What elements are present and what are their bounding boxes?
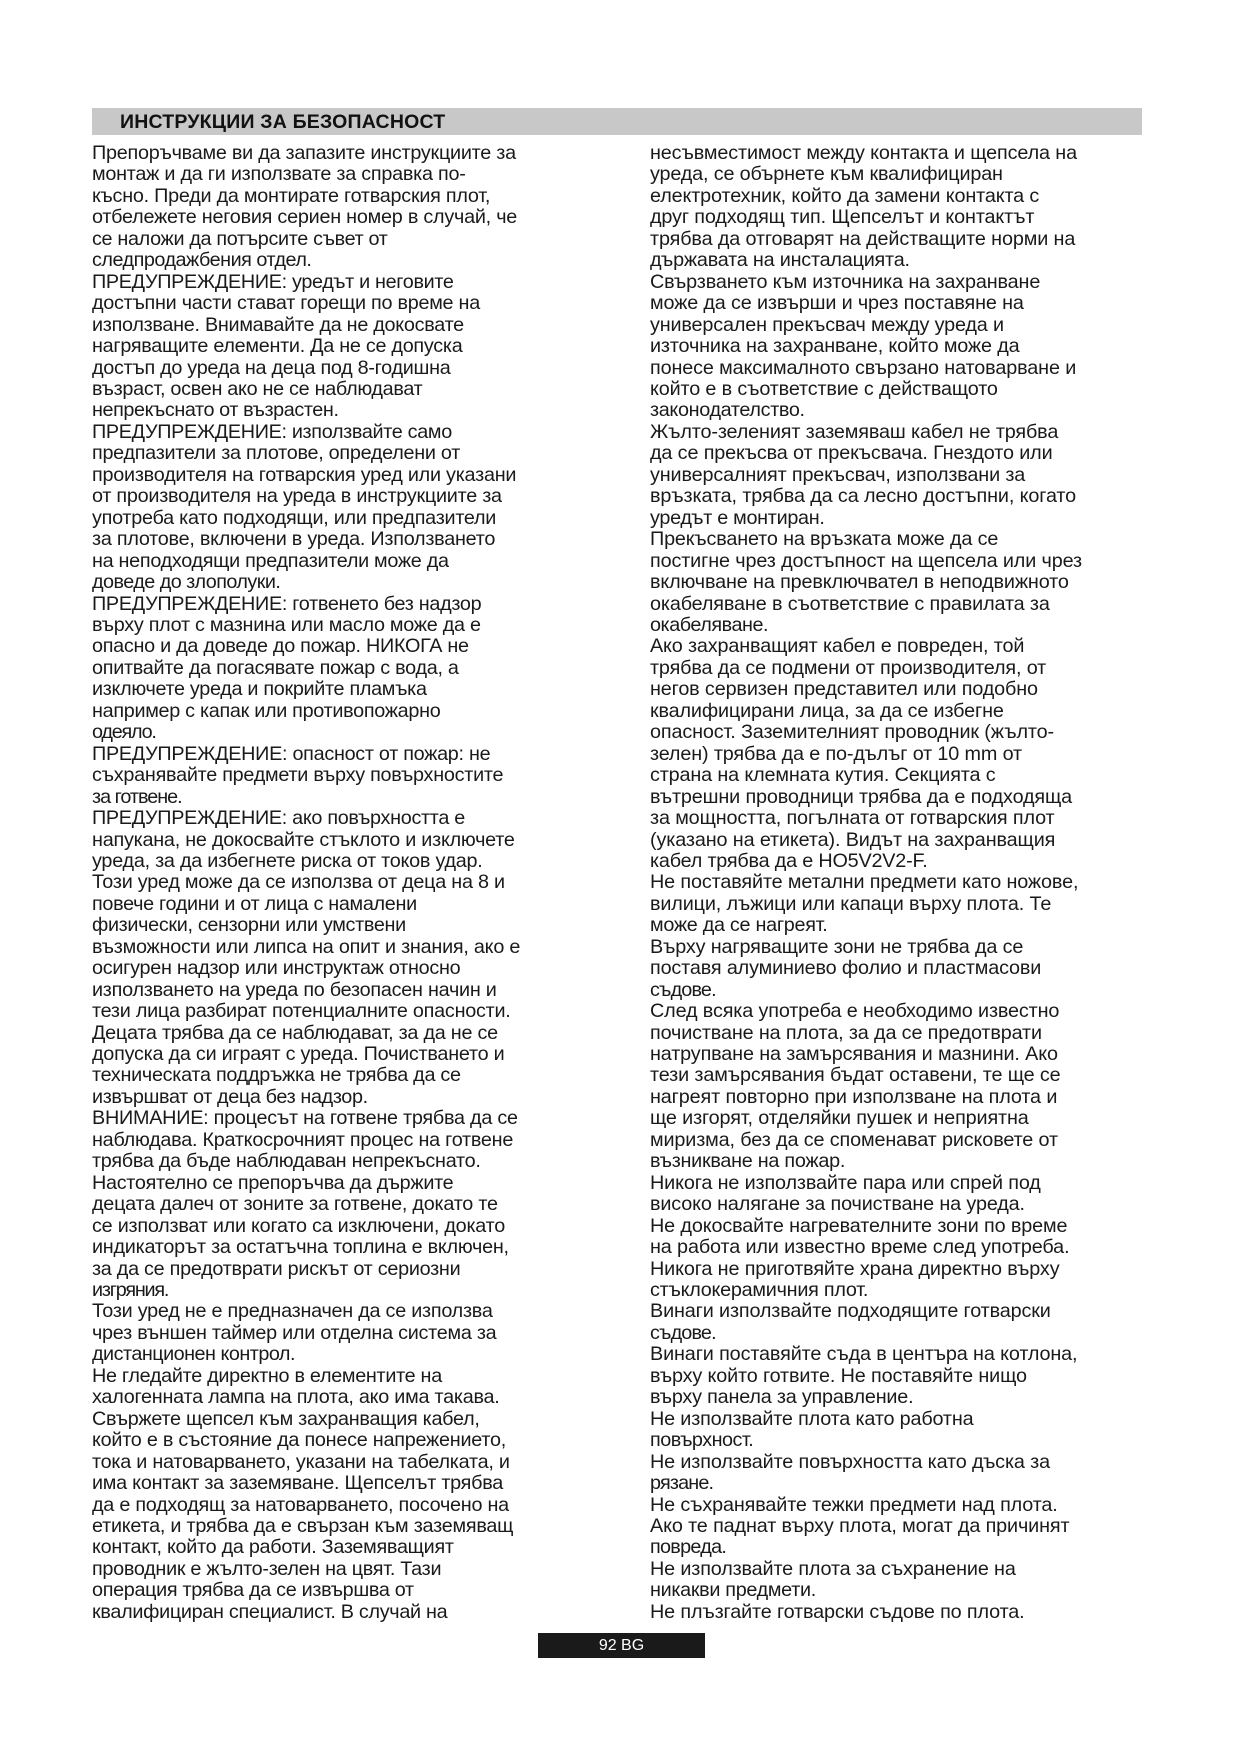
text-line: достъп до уреда на деца под 8-годишна [92, 356, 451, 379]
text-line: квалифицирани лица, за да се избегне [650, 699, 1004, 722]
text-line: извършват от деца без надзор. [92, 1085, 368, 1108]
text-line: за плотове, включени в уреда. Използването [92, 528, 496, 551]
text-line: индикаторът за остатъчна топлина е включен, [92, 1236, 509, 1259]
text-line: източника на захранване, който може да [650, 335, 1020, 358]
text-line: понесе максималното свързано натоварване и [650, 356, 1077, 379]
text-line: Децата трябва да се наблюдават, за да не се [92, 1021, 498, 1044]
text-line: трябва да отговарят на действащите норми на [650, 227, 1076, 250]
text-line: Този уред може да се използва от деца на 8 и [92, 871, 505, 894]
text-line: възникване на пожар. [650, 1150, 846, 1173]
text-line: проводник е жълто-зелен на цвят. Тази [92, 1557, 442, 1580]
text-line: кабел трябва да е HO5V2V2-F. [650, 849, 928, 872]
text-line: непрекъснато от възрастен. [92, 399, 339, 422]
text-line: за мощността, погълната от готварския плот [650, 807, 1055, 830]
text-line: връзката, трябва да са лесно достъпни, когато [650, 485, 1077, 508]
page-number: 92 BG [538, 1633, 705, 1658]
text-line: децата далеч от зоните за готвене, докато те [92, 1193, 498, 1216]
text-line: за готвене. [92, 785, 182, 808]
text-line: Свързването към източника на захранване [650, 270, 1041, 293]
text-line: напукана, не докосвайте стъклото и изключете [92, 828, 515, 851]
text-line: включване на превключвател в неподвижното [650, 571, 1069, 594]
text-line: Върху нагряващите зони не трябва да се [650, 935, 1024, 958]
text-line: Не използвайте плота като работна [650, 1407, 974, 1430]
text-line: Никога не приготвяйте храна директно върху [650, 1257, 1060, 1280]
text-line: Настоятелно се препоръчва да държите [92, 1171, 454, 1194]
text-line: (указано на етикета). Видът на захранващия [650, 828, 1056, 851]
text-line: физически, сензорни или умствени [92, 914, 406, 937]
text-line: на работа или известно време след употреба. [650, 1236, 1070, 1259]
section-title: ИНСТРУКЦИИ ЗА БЕЗОПАСНОСТ [120, 111, 446, 133]
text-line: трябва да бъде наблюдаван непрекъснато. [92, 1150, 481, 1173]
section-header-bar [92, 108, 1142, 135]
text-line: Не съхранявайте тежки предмети над плота. [650, 1493, 1058, 1516]
text-line: Този уред не е предназначен да се използва [92, 1300, 493, 1323]
text-line: Винаги използвайте подходящите готварски [650, 1300, 1051, 1323]
text-line: окабеляване. [650, 613, 769, 636]
text-line: се наложи да потърсите съвет от [92, 227, 388, 250]
text-line: Ако захранващият кабел е повреден, той [650, 635, 1025, 658]
text-line: вилици, лъжици или капаци върху плота. Те [650, 892, 1052, 915]
text-line: нагреят повторно при използване на плота и [650, 1085, 1058, 1108]
text-line: почистване на плота, за да се предотврати [650, 1021, 1042, 1044]
text-line: тези лица разбират потенциалните опасности. [92, 1000, 511, 1023]
text-line: ВНИМАНИЕ: процесът на готвене трябва да се [92, 1107, 518, 1130]
text-line: ПРЕДУПРЕЖДЕНИЕ: уредът и неговите [92, 270, 454, 293]
text-line: ще изгорят, отделяйки пушек и неприятна [650, 1107, 1029, 1130]
text-line: чрез външен таймер или отделна система за [92, 1321, 497, 1344]
text-line: опасно и да доведе до пожар. НИКОГА не [92, 635, 469, 658]
text-line: изгряния. [92, 1279, 169, 1302]
text-line: се използват или когато са изключени, докато [92, 1214, 506, 1237]
text-line: отбележете неговия сериен номер в случай, че [92, 206, 518, 229]
text-line: от производителя на уреда в инструкциите за [92, 485, 502, 508]
text-line: съхранявайте предмети върху повърхностите [92, 764, 504, 787]
text-line: несъвместимост между контакта и щепсела на [650, 142, 1077, 164]
text-line: негов сервизен представител или подобно [650, 678, 1038, 701]
text-line: достъпни части стават горещи по време на [92, 292, 480, 315]
text-line: универсален прекъсвач между уреда и [650, 313, 1004, 336]
text-line: наблюдава. Краткосрочният процес на готвене [92, 1128, 514, 1151]
text-line: възраст, освен ако не се наблюдават [92, 377, 423, 400]
text-line: върху плот с мазнина или масло може да е [92, 613, 481, 636]
text-line: предпазители за плотове, определени от [92, 442, 460, 465]
text-line: След всяка употреба е необходимо известно [650, 1000, 1060, 1023]
text-line: вътрешни проводници трябва да е подходяща [650, 785, 1073, 808]
text-line: страна на клемната кутия. Секцията с [650, 764, 996, 787]
text-column-right [650, 143, 1170, 1623]
text-line: стъклокерамичния плот. [650, 1279, 869, 1302]
text-line: електротехник, който да замени контакта с [650, 184, 1040, 207]
text-line: Ако те паднат върху плота, могат да причинят [650, 1515, 1070, 1537]
text-line: употреба като подходящи, или предпазители [92, 506, 497, 529]
text-line: законодателство. [650, 399, 805, 422]
text-line: нагряващите елементи. Да не се допуска [92, 335, 463, 358]
text-line: повреда. [650, 1536, 727, 1559]
text-line: натрупване на замърсявания и мазнини. Ако [650, 1043, 1058, 1066]
text-line: универсалният прекъсвач, използвани за [650, 463, 1026, 486]
text-line: Не използвайте плота за съхранение на [650, 1557, 1016, 1580]
text-line: следпродажбения отдел. [92, 249, 312, 272]
text-line: окабеляване в съответствие с правилата за [650, 592, 1050, 615]
text-line: тези замърсявания бъдат оставени, те ще се [650, 1064, 1061, 1087]
text-line: съдове. [650, 978, 716, 1001]
text-line: контакт, който да работи. Заземяващият [92, 1536, 454, 1559]
text-line: на неподходящи предпазители може да [92, 549, 449, 572]
text-line: допуска да си играят с уреда. Почистването и [92, 1043, 505, 1066]
text-line: може да се нагреят. [650, 914, 828, 937]
text-line: зелен) трябва да е по-дълъг от 10 mm от [650, 742, 1022, 765]
text-line: уредът е монтиран. [650, 506, 825, 529]
text-line: постигне чрез достъпност на щепсела или чрез [650, 549, 1082, 572]
text-line: използването на уреда по безопасен начин и [92, 978, 497, 1001]
text-line: рязане. [650, 1472, 714, 1495]
text-line: квалифициран специалист. В случай на [92, 1600, 448, 1623]
text-line: опасност. Заземителният проводник (жълто- [650, 721, 1054, 744]
text-line: ПРЕДУПРЕЖДЕНИЕ: готвенето без надзор [92, 592, 482, 615]
text-line: производителя на готварския уред или указани [92, 463, 517, 486]
text-line: късно. Преди да монтирате готварския плот, [92, 184, 491, 207]
text-line: който е в състояние да понесе напрежението, [92, 1429, 506, 1452]
text-line: доведе до злополуки. [92, 571, 281, 594]
text-line: който е в съответствие с действащото [650, 377, 998, 400]
text-line: дистанционен контрол. [92, 1343, 295, 1366]
text-line: Не плъзгайте готварски съдове по плота. [650, 1600, 1025, 1623]
text-line: Не поставяйте метални предмети като ножове, [650, 871, 1079, 894]
text-line: халогенната лампа на плота, ако има такава. [92, 1386, 500, 1409]
text-line: трябва да се подмени от производителя, от [650, 656, 1047, 679]
text-line: високо налягане за почистване на уреда. [650, 1193, 1025, 1216]
text-line: може да се извърши и чрез поставяне на [650, 292, 1024, 315]
text-line: операция трябва да се извършва от [92, 1579, 414, 1602]
text-line: Прекъсването на връзката може да се [650, 528, 999, 551]
text-line: етикета, и трябва да е свързан към заземяващ [92, 1515, 514, 1537]
text-line: одеяло. [92, 721, 156, 744]
text-line: поставя алуминиево фолио и пластмасови [650, 957, 1042, 980]
text-line: ПРЕДУПРЕЖДЕНИЕ: опасност от пожар: не [92, 742, 491, 765]
text-line: повече години и от лица с намалени [92, 892, 417, 915]
text-line: Свържете щепсел към захранващия кабел, [92, 1407, 480, 1430]
text-line: Препоръчваме ви да запазите инструкциите за [92, 142, 516, 164]
text-line: осигурен надзор или инструктаж относно [92, 957, 461, 980]
text-line: възможности или липса на опит и знания, ако е [92, 935, 521, 958]
text-column-left [92, 143, 622, 1623]
text-line: върху който готвите. Не поставяйте нищо [650, 1364, 1027, 1387]
text-line: Винаги поставяйте съда в центъра на котлона, [650, 1343, 1078, 1366]
text-line: върху панела за управление. [650, 1386, 914, 1409]
text-line: тока и натоварването, указани на табелката, и [92, 1450, 510, 1473]
text-line: миризма, без да се споменават рисковете от [650, 1128, 1058, 1151]
text-line: има контакт за заземяване. Щепселът трябва [92, 1472, 504, 1495]
text-line: за да се предотврати рискът от сериозни [92, 1257, 461, 1280]
text-line: Не докосвайте нагревателните зони по време [650, 1214, 1068, 1237]
text-line: никакви предмети. [650, 1579, 816, 1602]
text-line: съдове. [650, 1321, 716, 1344]
text-line: да е подходящ за натоварването, посочено на [92, 1493, 509, 1516]
text-line: например с капак или противопожарно [92, 699, 441, 722]
text-line: монтаж и да ги използвате за справка по- [92, 163, 466, 186]
text-line: повърхност. [650, 1429, 754, 1452]
text-line: Не гледайте директно в елементите на [92, 1364, 442, 1387]
text-line: уреда, за да избегнете риска от токов удар. [92, 849, 483, 872]
text-line: Жълто-зеленият заземяваш кабел не трябва [650, 420, 1059, 443]
text-line: изключете уреда и покрийте пламъка [92, 678, 427, 701]
text-line: техническата поддръжка не трябва да се [92, 1064, 461, 1087]
text-line: опитвайте да погасявате пожар с вода, а [92, 656, 459, 679]
text-line: Никога не използвайте пара или спрей под [650, 1171, 1041, 1194]
text-line: ПРЕДУПРЕЖДЕНИЕ: ако повърхността е [92, 807, 465, 830]
text-line: държавата на инсталацията. [650, 249, 910, 272]
text-line: уреда, се обърнете към квалифициран [650, 163, 1003, 186]
text-line: Не използвайте повърхността като дъска за [650, 1450, 1050, 1473]
text-line: използване. Внимавайте да не докосвате [92, 313, 464, 336]
text-line: ПРЕДУПРЕЖДЕНИЕ: използвайте само [92, 420, 452, 443]
text-line: друг подходящ тип. Щепселът и контактът [650, 206, 1035, 229]
text-line: да се прекъсва от прекъсвача. Гнездото или [650, 442, 1053, 465]
